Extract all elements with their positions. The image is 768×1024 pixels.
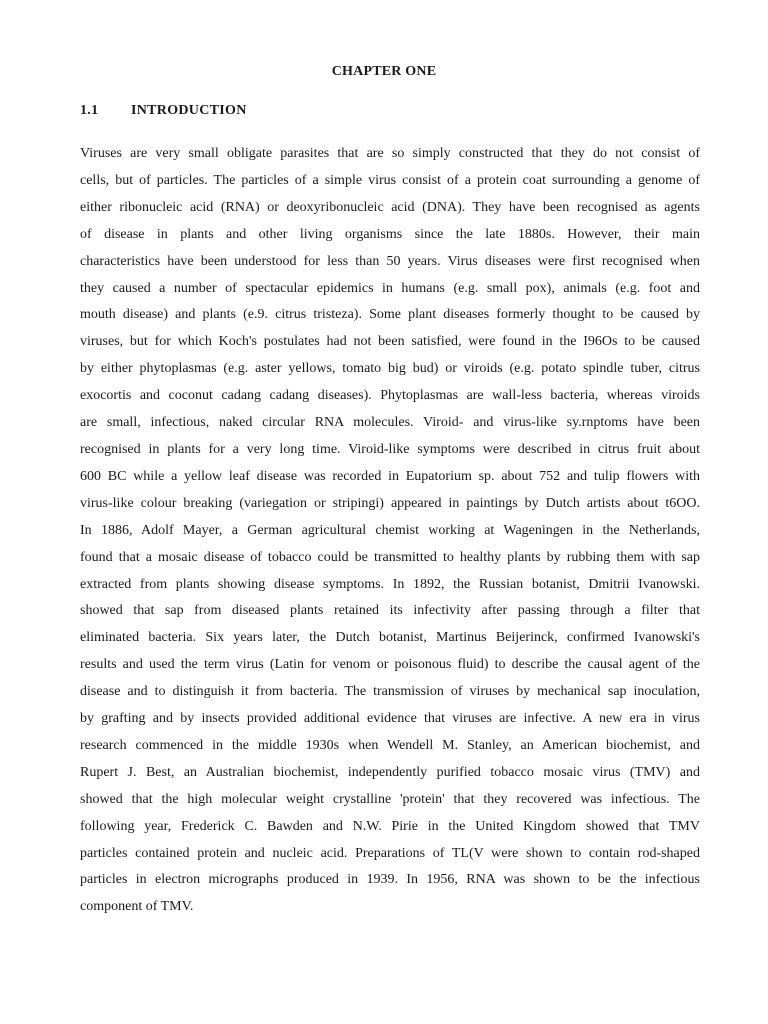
paragraph-line: found that a mosaic disease of tobacco could be transmitted to healthy plants by rubbing them with sap — [80, 549, 700, 565]
paragraph-line: recognised in plants for a very long time. Viroid-like symptoms were described in citrus fruit about — [80, 441, 700, 457]
paragraph-line: by grafting and by insects provided additional evidence that viruses are infective. A new era in virus — [80, 711, 700, 727]
paragraph-line: by either phytoplasmas (e.g. aster yellows, tomato big bud) or viroids (e.g. potato spindle tuber, citrus — [80, 361, 700, 377]
paragraph-line: Rupert J. Best, an Australian biochemist, independently purified tobacco mosaic virus (TMV) and — [80, 764, 700, 780]
paragraph-line: virus-like colour breaking (variegation or stripingi) appeared in paintings by Dutch artists about t6OO. — [80, 495, 700, 511]
paragraph-line: exocortis and coconut cadang cadang diseases). Phytoplasmas are wall-less bacteria, whereas viroids — [80, 388, 700, 404]
paragraph-line: component of TMV. — [80, 899, 194, 915]
paragraph-line: characteristics have been understood for less than 50 years. Virus diseases were first recognised when — [80, 253, 700, 269]
paragraph-line: viruses, but for which Koch's postulates had not been satisfied, were found in the I96Os to be caused — [80, 334, 700, 350]
paragraph-line: eliminated bacteria. Six years later, the Dutch botanist, Martinus Beijerinck, confirmed Ivanowski's — [80, 630, 700, 646]
paragraph-line: showed that the high molecular weight crystalline 'protein' that they recovered was infectious. The — [80, 791, 700, 807]
paragraph-line: particles in electron micrographs produced in 1939. In 1956, RNA was shown to be the infectious — [80, 872, 700, 888]
paragraph-line: showed that sap from diseased plants retained its infectivity after passing through a filter that — [80, 603, 700, 619]
paragraph-line: are small, infectious, naked circular RNA molecules. Viroid- and virus-like sy.rnptoms have been — [80, 415, 700, 431]
paragraph-line: of disease in plants and other living organisms since the late 1880s. However, their main — [80, 226, 700, 242]
introduction-paragraph — [80, 141, 700, 921]
paragraph-line: either ribonucleic acid (RNA) or deoxyribonucleic acid (DNA). They have been recognised as agents — [80, 199, 700, 215]
paragraph-line: Viruses are very small obligate parasites that are so simply constructed that they do not consist of — [80, 146, 700, 161]
paragraph-line: particles contained protein and nucleic acid. Preparations of TL(V were shown to contain rod-shaped — [80, 845, 700, 861]
paragraph-line: they caused a number of spectacular epidemics in humans (e.g. small pox), animals (e.g. foot and — [80, 280, 700, 296]
section-heading — [80, 103, 247, 119]
paragraph-line: disease and to distinguish it from bacteria. The transmission of viruses by mechanical sap inoculation, — [80, 684, 700, 700]
paragraph-line: results and used the term virus (Latin for venom or poisonous fluid) to describe the causal agent of the — [80, 657, 700, 673]
section-title: INTRODUCTION — [131, 103, 247, 118]
paragraph-line: mouth disease) and plants (e.9. citrus tristeza). Some plant diseases formerly thought to be caused by — [80, 307, 700, 323]
paragraph-line: cells, but of particles. The particles of a simple virus consist of a protein coat surrounding a genome of — [80, 172, 700, 188]
paragraph-line: research commenced in the middle 1930s when Wendell M. Stanley, an American biochemist, and — [80, 737, 700, 753]
paragraph-line: 600 BC while a yellow leaf disease was recorded in Eupatorium sp. about 752 and tulip flowers with — [80, 468, 700, 484]
paragraph-line: extracted from plants showing disease symptoms. In 1892, the Russian botanist, Dmitrii Ivanowski. — [80, 576, 700, 592]
chapter-title: CHAPTER ONE — [331, 64, 437, 79]
section-number: 1.1 — [80, 103, 99, 118]
paragraph-line: In 1886, Adolf Mayer, a German agricultural chemist working at Wageningen in the Netherlands, — [80, 522, 700, 538]
paragraph-line: following year, Frederick C. Bawden and N.W. Pirie in the United Kingdom showed that TMV — [80, 818, 700, 834]
